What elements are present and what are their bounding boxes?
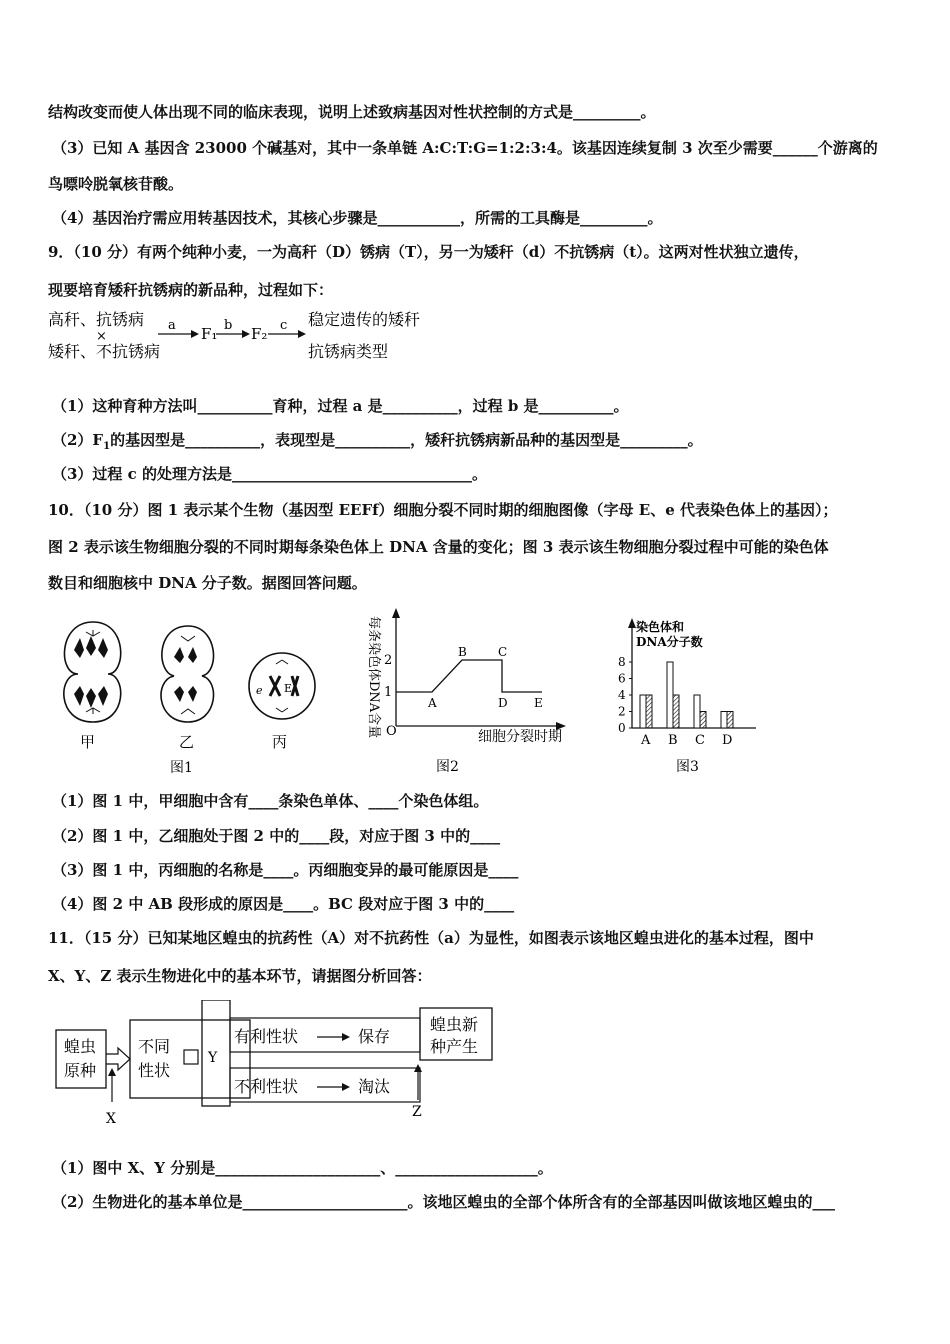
arrowhead bbox=[298, 330, 306, 338]
arrowhead bbox=[242, 330, 250, 338]
label-yi: 乙 bbox=[179, 733, 195, 751]
y-tick-label: 4 bbox=[618, 688, 626, 702]
origin-label: O bbox=[386, 724, 397, 739]
traits-line-2: 性状 bbox=[138, 1061, 171, 1080]
figure-2-xlabel: 细胞分裂时期 bbox=[478, 729, 562, 745]
box-different-traits bbox=[130, 1020, 250, 1098]
figure-1-cells bbox=[46, 612, 336, 782]
label-x: X bbox=[106, 1111, 116, 1127]
text-line: 鸟嘌呤脱氧核苷酸。 bbox=[48, 175, 184, 193]
label-a: a bbox=[168, 318, 176, 333]
favorable-label: 有利性状 bbox=[234, 1027, 299, 1046]
text-line: 现要培育矮秆抗锈病的新品种，过程如下： bbox=[48, 281, 334, 299]
text-line: 数目和细胞核中 DNA 分子数。据图回答问题。 bbox=[48, 574, 367, 592]
point-A: A bbox=[428, 696, 437, 710]
y-tick-1: 1 bbox=[384, 685, 393, 700]
cross-symbol: × bbox=[96, 329, 107, 344]
text-line bbox=[52, 430, 703, 457]
figure-3-title-2: DNA分子数 bbox=[636, 635, 703, 649]
figure-1-caption: 图1 bbox=[170, 760, 193, 776]
text-line: （1）图中 X、Y 分别是______________________、___________________。 bbox=[52, 1159, 553, 1177]
figure-2-dna-chart bbox=[352, 608, 582, 778]
y-axis-arrowhead bbox=[392, 608, 400, 618]
bar-B-chromosome bbox=[667, 662, 673, 728]
subscript: 1 bbox=[103, 441, 111, 452]
text-line: （2）生物进化的基本单位是______________________。该地区蝗虫的全部个体所含有的全部基因叫做该地区蝗虫的___ bbox=[52, 1193, 835, 1211]
category-label-B: B bbox=[668, 733, 678, 748]
y-tick-label: 8 bbox=[618, 655, 626, 669]
y-axis-arrowhead bbox=[628, 618, 636, 628]
parent-2: 矮秆、不抗锈病 bbox=[48, 342, 161, 361]
gene-e: e bbox=[256, 684, 263, 697]
text-line: （1）图 1 中，甲细胞中含有____条染色单体、____个染色体组。 bbox=[52, 792, 489, 810]
arrowhead bbox=[342, 1083, 350, 1091]
cell-yi bbox=[161, 626, 213, 722]
original-line-2: 原种 bbox=[64, 1061, 97, 1080]
text-line: （3）图 1 中，丙细胞的名称是____。丙细胞变异的最可能原因是____ bbox=[52, 861, 519, 879]
text-line: （3）过程 c 的处理方法是________________________________。 bbox=[52, 465, 488, 483]
question-9-header: 9．（10 分）有两个纯种小麦，一为高秆（D）锈病（T），另一为矮秆（d）不抗锈病（t）。这两对性状独立遗传， bbox=[48, 243, 809, 261]
label-b: b bbox=[224, 318, 233, 333]
point-B: B bbox=[458, 645, 467, 659]
text-line: 结构改变而使人体出现不同的临床表现，说明上述致病基因对性状控制的方式是_________。 bbox=[48, 103, 656, 121]
y-tick-label: 0 bbox=[618, 721, 626, 735]
parent-1: 高秆、抗锈病 bbox=[48, 310, 145, 329]
text-line: （1）这种育种方法叫__________育种，过程 a 是__________，过程 b 是__________。 bbox=[52, 397, 629, 415]
label-bing: 丙 bbox=[272, 733, 288, 751]
bar-D-dna bbox=[727, 712, 733, 729]
text-part: （2）F bbox=[52, 431, 104, 449]
category-label-D: D bbox=[722, 733, 733, 748]
f2-label: F₂ bbox=[251, 325, 268, 343]
cell-jia bbox=[64, 622, 121, 722]
text-line: X、Y、Z 表示生物进化中的基本环节，请据图分析回答： bbox=[48, 967, 432, 985]
hollow-arrow bbox=[106, 1048, 130, 1070]
question-11-header: 11．（15 分）已知某地区蝗虫的抗药性（A）对不抗药性（a）为显性，如图表示该地区蝗虫进化的基本过程，图中 bbox=[48, 929, 814, 947]
bar-B-dna bbox=[673, 695, 679, 728]
traits-line-1: 不同 bbox=[138, 1037, 171, 1056]
point-C: C bbox=[498, 645, 508, 659]
f1-label: F₁ bbox=[201, 325, 218, 343]
small-box bbox=[184, 1050, 198, 1064]
arrowhead bbox=[191, 330, 199, 338]
original-line-1: 蝗虫 bbox=[64, 1037, 97, 1056]
bar-A-dna bbox=[646, 695, 652, 728]
label-jia: 甲 bbox=[80, 733, 96, 751]
arrowhead bbox=[342, 1033, 350, 1041]
text-line: （4）图 2 中 AB 段形成的原因是____。BC 段对应于图 3 中的____ bbox=[52, 895, 515, 913]
new-line-2: 种产生 bbox=[430, 1037, 479, 1056]
keep-label: 保存 bbox=[358, 1027, 391, 1046]
gene-E: E bbox=[284, 682, 293, 695]
y-tick-2: 2 bbox=[384, 653, 393, 668]
unfavorable-label: 不利性状 bbox=[234, 1077, 299, 1096]
figure-3-title-1: 染色体和 bbox=[636, 620, 685, 634]
figure-2-caption: 图2 bbox=[436, 759, 459, 775]
question-10-header: 10．（10 分）图 1 表示某个生物（基因型 EEFf）细胞分裂不同时期的细胞图像（字母 E、e 代表染色体上的基因）； bbox=[48, 501, 838, 519]
breeding-diagram bbox=[46, 305, 446, 369]
result-line-1: 稳定遗传的矮秆 bbox=[308, 310, 421, 329]
drop-label: 淘汰 bbox=[358, 1077, 391, 1096]
result-line-2: 抗锈病类型 bbox=[308, 342, 389, 361]
category-label-A: A bbox=[641, 733, 651, 748]
point-E: E bbox=[534, 696, 543, 710]
text-part: 的基因型是__________，表现型是__________，矮秆抗锈病新品种的基因型是_________。 bbox=[110, 431, 703, 449]
evolution-diagram bbox=[52, 1000, 502, 1130]
text-line: （4）基因治疗需应用转基因技术，其核心步骤是___________，所需的工具酶是_________。 bbox=[52, 209, 663, 227]
text-line: 图 2 表示该生物细胞分裂的不同时期每条染色体上 DNA 含量的变化；图 3 表示该生物细胞分裂过程中可能的染色体 bbox=[48, 538, 829, 556]
figure-2-ylabel: 每条染色体DNA含量 bbox=[366, 616, 381, 739]
y-tick-label: 2 bbox=[618, 704, 626, 719]
new-line-1: 蝗虫新 bbox=[430, 1015, 479, 1034]
text-line: （3）已知 A 基因含 23000 个碱基对，其中一条单链 A:C:T:G=1:2:3:4。该基因连续复制 3 次至少需要______个游离的 bbox=[52, 139, 878, 157]
bar-D-chromosome bbox=[721, 712, 727, 729]
bar-C-dna bbox=[700, 712, 706, 729]
bar-A-chromosome bbox=[640, 695, 646, 728]
figure-3-caption: 图3 bbox=[676, 759, 699, 775]
label-c: c bbox=[280, 318, 288, 333]
point-D: D bbox=[498, 696, 508, 710]
label-z: Z bbox=[412, 1104, 422, 1120]
bar-C-chromosome bbox=[694, 695, 700, 728]
arrowhead bbox=[108, 1068, 116, 1076]
dna-content-line bbox=[396, 660, 542, 692]
category-label-C: C bbox=[695, 733, 705, 748]
text-line: （2）图 1 中，乙细胞处于图 2 中的____段，对应于图 3 中的____ bbox=[52, 827, 501, 845]
label-y: Y bbox=[208, 1050, 218, 1066]
figure-3-bar-chart bbox=[606, 616, 766, 778]
y-tick-label: 6 bbox=[618, 671, 626, 686]
